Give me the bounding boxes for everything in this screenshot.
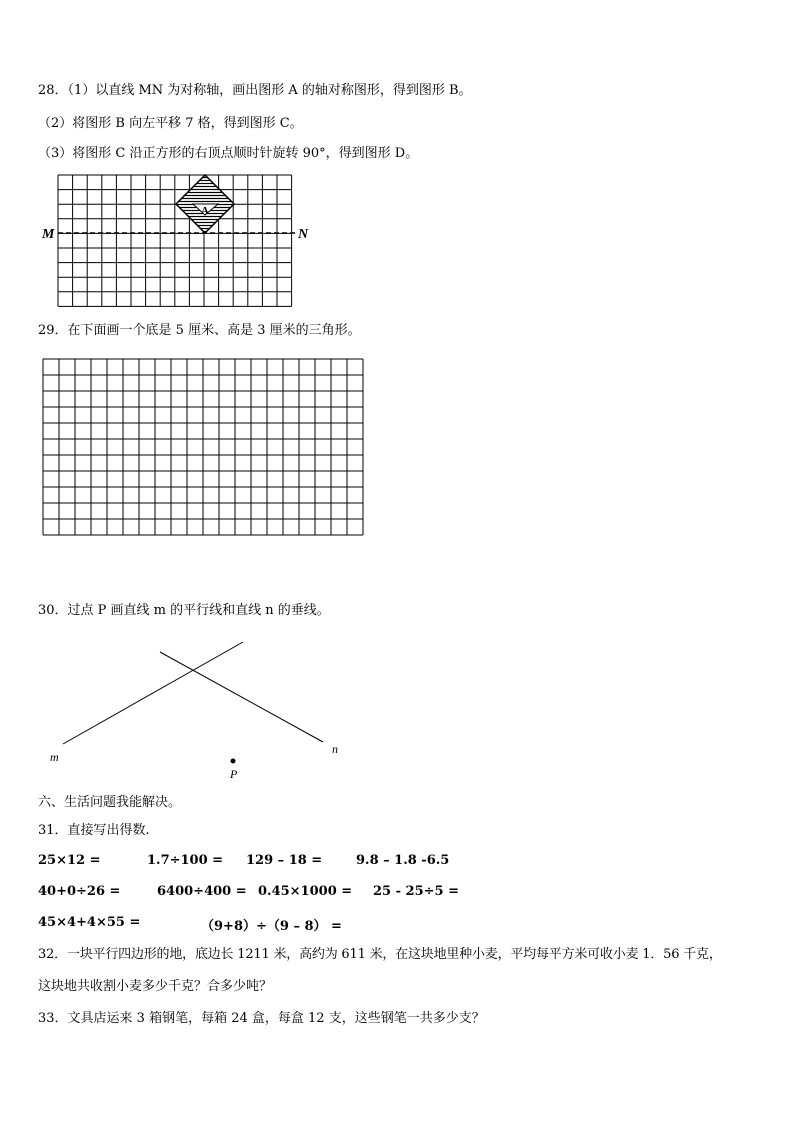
label-m: M [42, 227, 55, 242]
q31-text: 31．直接写出得数. [38, 823, 150, 838]
q30-lines-figure [40, 635, 360, 785]
q29-text: 29．在下面画一个底是 5 厘米、高是 3 厘米的三角形。 [38, 323, 361, 338]
q28-grid-figure [40, 170, 310, 315]
q31-r1c4: 9.8 – 1.8 -6.5 [356, 853, 450, 868]
q29-grid [42, 358, 364, 582]
label-n-line: n [332, 742, 338, 756]
label-n: N [298, 227, 309, 242]
q28-line2: （2）将图形 B 向左平移 7 格，得到图形 C。 [38, 116, 303, 131]
q31-r2c2: 6400÷400 = [157, 884, 247, 899]
q31-r1c1: 25×12 = [38, 853, 101, 868]
shape-a-label: A [201, 205, 209, 217]
q31-r2c3: 0.45×1000 = [258, 884, 353, 899]
label-m-line: m [50, 750, 59, 764]
q31-r3c2: （9+8）÷（9 – 8） = [201, 919, 342, 934]
line-n [160, 652, 323, 742]
q32-line2: 这块地共收割小麦多少千克？合多少吨？ [38, 979, 273, 994]
q31-r1c2: 1.7÷100 = [147, 853, 224, 868]
q28-line1: 28．（1）以直线 MN 为对称轴，画出图形 A 的轴对称图形，得到图形 B。 [38, 83, 472, 98]
q33-text: 33．文具店运来 3 箱钢笔，每箱 24 盒，每盒 12 支，这些钢笔一共多少支？ [38, 1011, 485, 1026]
q31-r1c3: 129 – 18 = [246, 853, 323, 868]
q30-text: 30．过点 P 画直线 m 的平行线和直线 n 的垂线。 [38, 603, 330, 618]
label-p: P [230, 767, 238, 781]
q28-line3: （3）将图形 C 沿正方形的右顶点顺时针旋转 90°，得到图形 D。 [38, 146, 419, 161]
point-p [231, 759, 236, 764]
q31-r2c1: 40+0÷26 = [38, 884, 121, 899]
line-m [63, 642, 243, 744]
section6-title: 六、生活问题我能解决。 [38, 795, 182, 810]
q31-r3c1: 45×4+4×55 = [38, 915, 141, 930]
q31-r2c4: 25 - 25÷5 = [373, 884, 459, 899]
q32-line1: 32．一块平行四边形的地，底边长 1211 米，高约为 611 米，在这块地里种小麦，平均每平方米可收小麦 1．56 千克， [38, 947, 722, 962]
q28-grid [58, 175, 292, 306]
